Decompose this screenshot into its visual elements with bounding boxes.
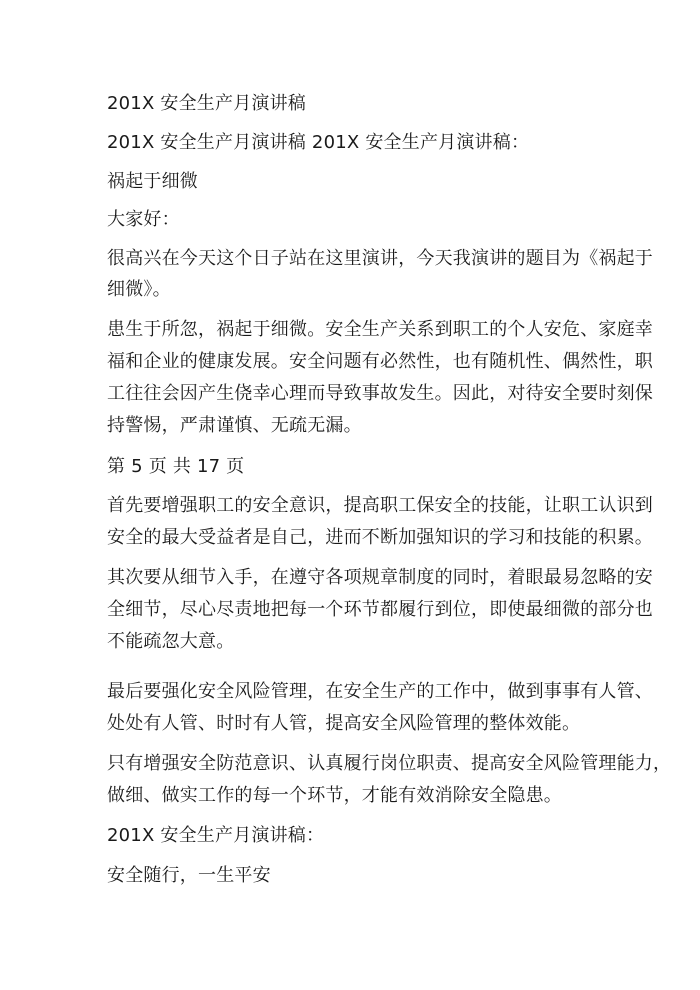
paragraph-line: 全细节，尽心尽责地把每一个环节都履行到位，即使最细微的部分也 bbox=[107, 599, 653, 620]
paragraph-line: 最后要强化安全风险管理，在安全生产的工作中，做到事事有人管、 bbox=[107, 681, 653, 702]
paragraph-line: 处处有人管、时时有人管，提高安全风险管理的整体效能。 bbox=[107, 713, 581, 734]
paragraph-line: 很高兴在今天这个日子站在这里演讲，今天我演讲的题目为《祸起于 bbox=[107, 248, 653, 269]
paragraph-line: 患生于所忽，祸起于细微。安全生产关系到职工的个人安危、家庭幸 bbox=[107, 319, 653, 340]
paragraph-line: 不能疏忽大意。 bbox=[107, 631, 235, 652]
greeting: 大家好： bbox=[107, 209, 180, 230]
paragraph-line: 细微》。 bbox=[107, 279, 171, 300]
paragraph-line: 安全的最大受益者是自己，进而不断加强知识的学习和技能的积累。 bbox=[107, 527, 653, 548]
speech-title: 祸起于细微 bbox=[107, 171, 198, 192]
paragraph-line: 首先要增强职工的安全意识，提高职工保安全的技能，让职工认识到 bbox=[107, 495, 653, 516]
paragraph-line: 其次要从细节入手，在遵守各项规章制度的同时，着眼最易忽略的安 bbox=[107, 567, 653, 588]
page-number: 第 5 页 共 17 页 bbox=[107, 456, 245, 477]
speech-title: 安全随行，一生平安 bbox=[107, 865, 271, 886]
paragraph-line: 福和企业的健康发展。安全问题有必然性，也有随机性、偶然性，职 bbox=[107, 351, 653, 372]
heading-line: 201X 安全生产月演讲稿 201X 安全生产月演讲稿： bbox=[107, 132, 530, 153]
section-heading: 201X 安全生产月演讲稿： bbox=[107, 825, 325, 846]
paragraph-line: 持警惕，严肃谨慎、无疏无漏。 bbox=[107, 415, 362, 436]
paragraph-line: 只有增强安全防范意识、认真履行岗位职责、提高安全风险管理能力， bbox=[107, 753, 672, 774]
document-title: 201X 安全生产月演讲稿 bbox=[107, 93, 307, 114]
paragraph-line: 做细、做实工作的每一个环节，才能有效消除安全隐患。 bbox=[107, 785, 562, 806]
paragraph-line: 工往往会因产生侥幸心理而导致事故发生。因此，对待安全要时刻保 bbox=[107, 383, 653, 404]
